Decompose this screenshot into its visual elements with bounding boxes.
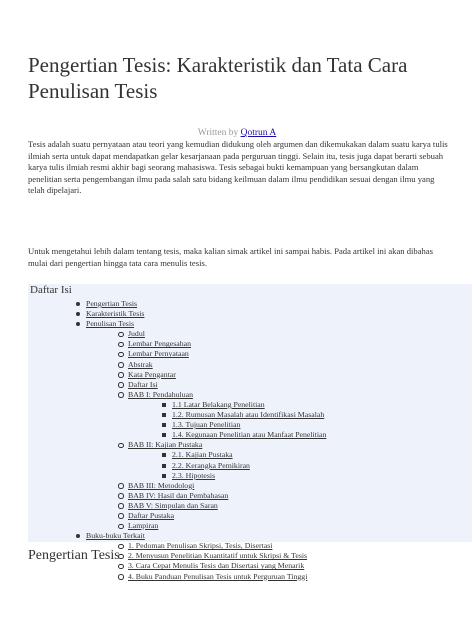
toc-list [28, 299, 472, 582]
toc-item [128, 501, 472, 511]
toc-item [128, 511, 472, 521]
toc-link[interactable]: Lampiran [128, 521, 159, 531]
toc-item [128, 541, 472, 551]
toc-link[interactable]: 1.2. Rumusan Masalah atau Identifikasi Masalah [172, 410, 325, 420]
section-heading: Pengertian Tesis [28, 548, 120, 563]
toc-item [128, 390, 472, 400]
toc-link[interactable]: 2.2. Kerangka Pemikiran [172, 460, 250, 470]
toc-link[interactable]: Penulisan Tesis [86, 319, 135, 329]
toc-item [128, 491, 472, 501]
toc-item [172, 410, 472, 420]
toc-link[interactable]: Lembar Pernyataan [128, 349, 189, 359]
toc-item [128, 561, 472, 571]
byline [0, 128, 474, 138]
toc-item [172, 471, 472, 481]
toc-link[interactable]: Daftar Pustaka [128, 510, 175, 520]
author-link[interactable]: Qotrun A [240, 128, 277, 138]
toc-item [172, 420, 472, 430]
toc-item [172, 430, 472, 440]
toc-item [128, 339, 472, 349]
toc-link[interactable]: Buku-buku Terkait [86, 531, 145, 541]
toc-title: Daftar Isi [30, 284, 72, 296]
toc-link[interactable]: Pengertian Tesis [86, 299, 138, 308]
article-title: Pengertian Tesis: Karakteristik dan Tata Cara Penulisan Tesis [28, 53, 408, 103]
toc-link[interactable]: 1.4. Kegunaan Penelitian atau Manfaat Penelitian [172, 430, 327, 440]
toc-link[interactable]: Daftar Isi [128, 379, 158, 389]
toc-link[interactable]: 4. Buku Panduan Penulisan Tesis untuk Perguruan Tinggi [128, 571, 308, 581]
toc-item [86, 319, 472, 329]
toc-item [128, 329, 472, 339]
toc-link[interactable]: BAB III: Metodologi [128, 480, 195, 490]
toc-link[interactable]: 2.1. Kajian Pustaka [172, 450, 233, 460]
toc-item [172, 400, 472, 410]
toc-link[interactable]: 1.3. Tujuan Penelitian [172, 420, 241, 430]
toc-item [86, 309, 472, 319]
table-of-contents [28, 284, 472, 581]
toc-item [128, 572, 472, 582]
toc-link[interactable]: 2.3. Hipotesis [172, 470, 216, 480]
toc-link[interactable]: 1. Pedoman Penulisan Skripsi, Tesis, Disertasi [128, 541, 273, 551]
toc-link[interactable]: 1.1 Latar Belakang Penelitian [172, 399, 265, 409]
toc-item [86, 531, 472, 541]
toc-link[interactable]: 2. Menyusun Penelitian Kuantitatif untuk Skripsi & Tesis [128, 551, 308, 561]
toc-item [128, 551, 472, 561]
toc-item [172, 461, 472, 471]
intro-paragraph: Tesis adalah suatu pernyataan atau teori yang kemudian didukung oleh argumen dan dikemukakan dalam suatu karya tulis ilmiah serta untuk dapat mendapatkan gelar kesarjanaan pada perguruan tinggi. Selain itu, tesis juga dapat berarti sebuah karya tulis ilmiah resmi akhir bagi seorang mahasiswa. Tesis sebagai bukti kemampuan yang bersangkutan dalam penelitian serta pengembangan ilmu pada salah satu bidang keilmuan dalam ilmu pendidikan sesuai dengan ilmu yang telah dipelajari. [28, 139, 448, 196]
toc-item [128, 370, 472, 380]
toc-item [128, 440, 472, 450]
toc-link[interactable]: BAB IV: Hasil dan Pembahasan [128, 490, 229, 500]
toc-link[interactable]: Lembar Pengesahan [128, 339, 191, 349]
toc-link[interactable]: BAB I: Pendahuluan [128, 389, 193, 399]
toc-item [128, 521, 472, 531]
toc-link[interactable]: Abstrak [128, 359, 153, 369]
toc-link[interactable]: Karakteristik Tesis [86, 309, 145, 319]
toc-item [128, 349, 472, 359]
toc-link[interactable]: Judul [128, 329, 145, 339]
toc-item [128, 481, 472, 491]
toc-item [128, 360, 472, 370]
toc-item [128, 380, 472, 390]
toc-item [86, 299, 472, 309]
byline-prefix: Written by [197, 128, 239, 138]
second-paragraph: Untuk mengetahui lebih dalam tentang tesis, maka kalian simak artikel ini sampai habis. Pada artikel ini akan dibahas mulai dari pengertian hingga tata cara menulis tesis. [28, 246, 433, 268]
toc-link[interactable]: BAB II: Kajian Pustaka [128, 440, 203, 450]
toc-link[interactable]: BAB V: Simpulan dan Saran [128, 500, 218, 510]
toc-link[interactable]: Kata Pengantar [128, 369, 176, 379]
toc-link[interactable]: 3. Cara Cepat Menulis Tesis dan Disertasi yang Menarik [128, 561, 305, 571]
toc-item [172, 450, 472, 460]
